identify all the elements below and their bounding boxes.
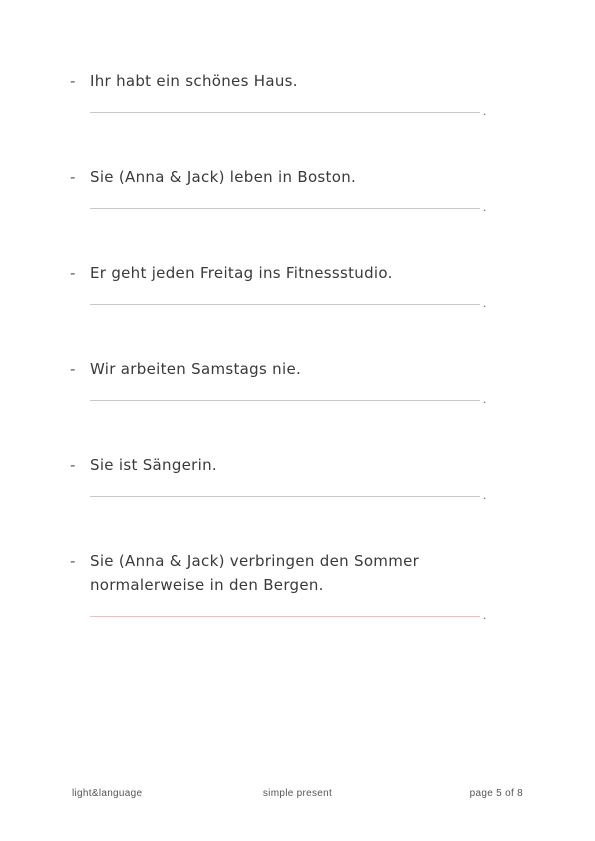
answer-line — [90, 112, 480, 113]
answer-period: . — [483, 393, 487, 406]
exercise-sentence: Wir arbeiten Samstags nie. — [90, 360, 302, 378]
answer-field[interactable] — [90, 603, 487, 622]
bullet-dash: - — [70, 72, 76, 90]
bullet-dash: - — [70, 552, 76, 570]
answer-period: . — [483, 105, 487, 118]
answer-field[interactable] — [90, 99, 487, 118]
exercise-sentence: Sie (Anna & Jack) verbringen den Sommer normalerweise in den Bergen. — [90, 552, 420, 594]
answer-field[interactable] — [90, 387, 487, 406]
exercise-sentence: Er geht jeden Freitag ins Fitnessstudio. — [90, 264, 393, 282]
answer-period: . — [483, 609, 487, 622]
footer-page-number: page 5 of 8 — [469, 788, 523, 799]
bullet-dash: - — [70, 360, 76, 378]
answer-line — [90, 400, 480, 401]
exercise-sentence: Ihr habt ein schönes Haus. — [90, 72, 298, 90]
answer-period: . — [483, 297, 487, 310]
answer-period: . — [483, 201, 487, 214]
bullet-dash: - — [70, 264, 76, 282]
bullet-dash: - — [70, 168, 76, 186]
answer-field[interactable] — [90, 291, 487, 310]
answer-line — [90, 616, 480, 617]
answer-line — [90, 304, 480, 305]
answer-field[interactable] — [90, 483, 487, 502]
answer-field[interactable] — [90, 195, 487, 214]
answer-line — [90, 208, 480, 209]
exercise-sentence: Sie ist Sängerin. — [90, 456, 217, 474]
footer-topic: simple present — [262, 788, 333, 799]
answer-line — [90, 496, 480, 497]
footer-brand: light&language — [72, 788, 143, 799]
answer-period: . — [483, 489, 487, 502]
exercise-sentence: Sie (Anna & Jack) leben in Boston. — [90, 168, 357, 186]
bullet-dash: - — [70, 456, 76, 474]
